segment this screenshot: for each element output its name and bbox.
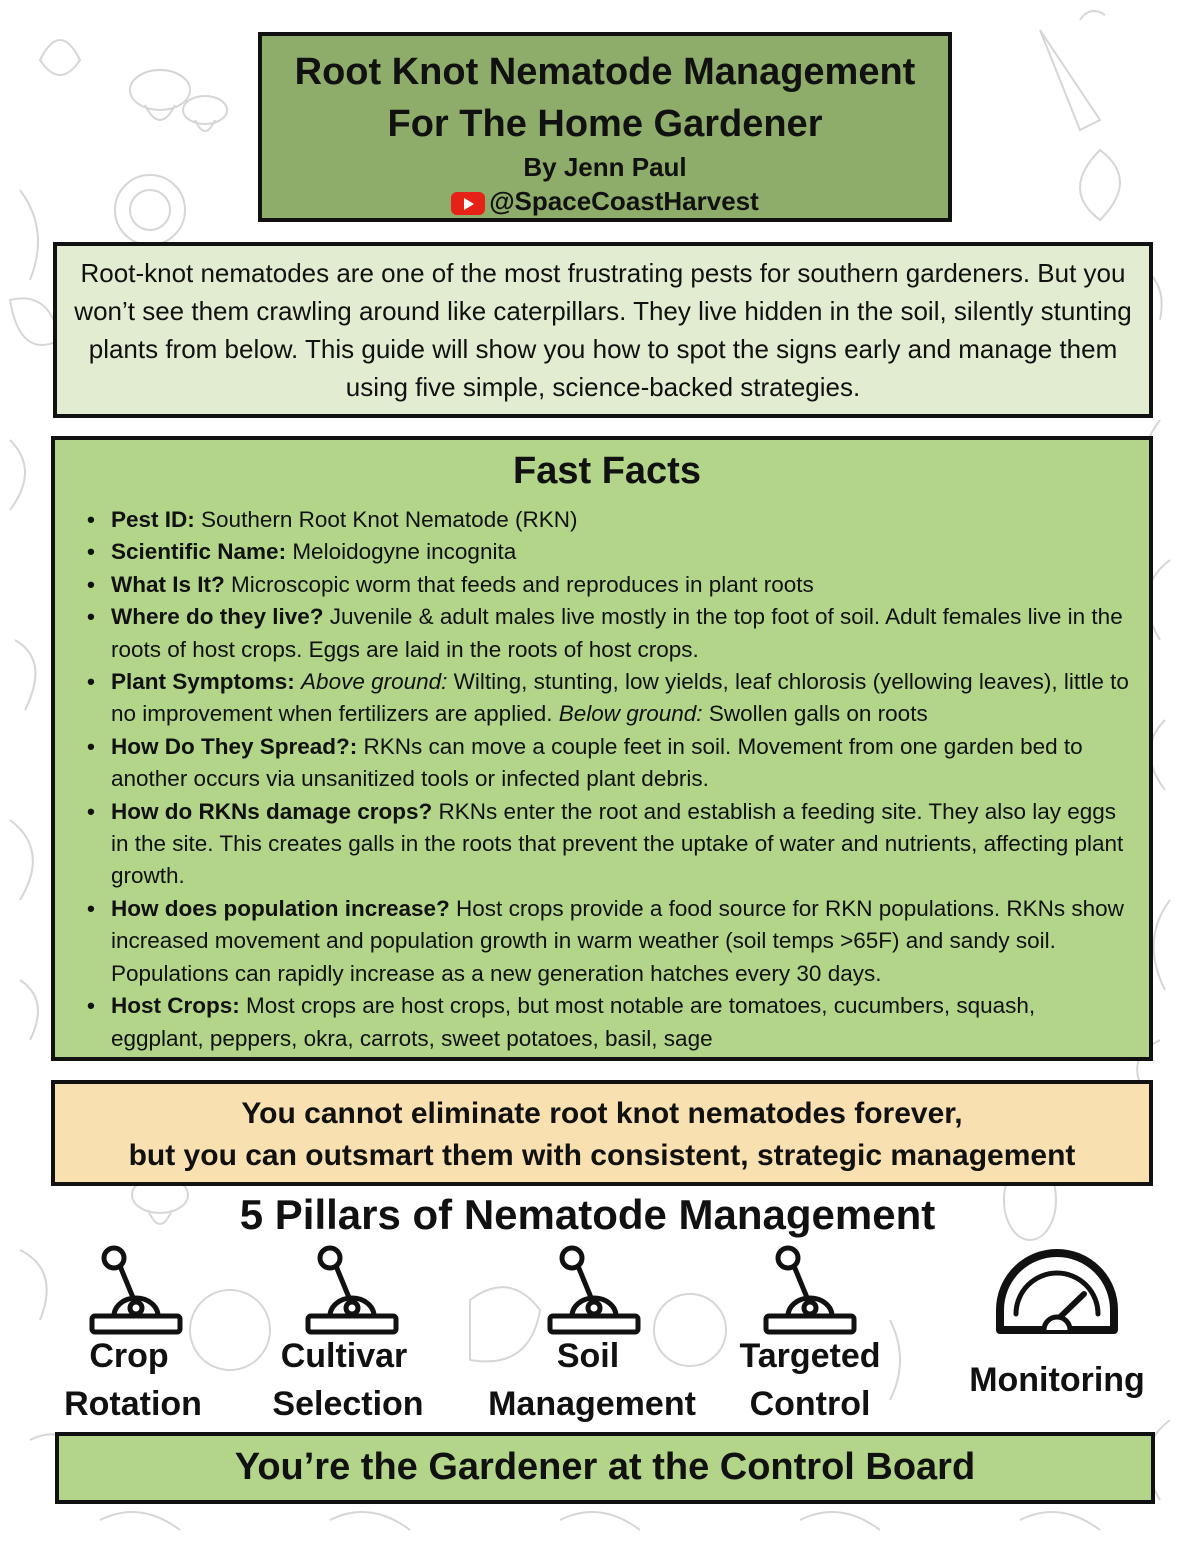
quote-box: [51, 1080, 1153, 1186]
pillar-label-cultivar: Cultivar: [280, 1337, 408, 1375]
fact-label: What Is It?: [111, 571, 225, 597]
footer-banner: [55, 1432, 1155, 1504]
title-line-2: For The Home Gardener: [387, 103, 823, 145]
fact-item: [111, 893, 1129, 990]
quote-line-2: but you can outsmart them with consistent, strategic management: [128, 1139, 1076, 1172]
fact-label: How does population increase?: [111, 895, 450, 921]
quote-line-1: You cannot eliminate root knot nematodes forever,: [241, 1097, 963, 1130]
pillar-label-soil: Soil: [556, 1337, 620, 1375]
fact-item: [111, 796, 1129, 893]
fact-sublabel: Below ground:: [558, 701, 703, 727]
fact-label: How Do They Spread?:: [111, 733, 358, 759]
fact-text: Microscopic worm that feeds and reproduces in plant roots: [224, 571, 814, 597]
fact-sublabel: Above ground:: [301, 669, 448, 695]
control-lever-icon: [88, 1244, 184, 1336]
fast-facts-heading: Fast Facts: [513, 450, 701, 492]
fact-item: [111, 731, 1129, 796]
control-lever-icon: [546, 1244, 642, 1336]
fact-label: Scientific Name:: [111, 539, 287, 565]
fast-facts-list: [85, 504, 1129, 1055]
pillar-label-selection: Selection: [272, 1385, 424, 1423]
fact-text: Wilting, stunting, low yields, leaf chlorosis (yellowing leaves), little to no improvement when fertilizers are applied.: [111, 669, 1129, 727]
title-line-1: Root Knot Nematode Management: [294, 51, 916, 93]
pillar-label-rotation: Rotation: [64, 1385, 202, 1423]
fast-facts-box: [51, 436, 1153, 1061]
intro-box: [53, 242, 1153, 418]
fact-text: RKNs enter the root and establish a feeding site. They also lay eggs in the site. This creates galls in the roots that prevent the uptake of water and nutrients, affecting plant growth.: [111, 798, 1124, 889]
fact-text: Host crops provide a food source for RKN populations. RKNs show increased movement and population growth in warm weather (soil temps >65F) and sandy soil. Populations can rapidly increase as a new generation hatches every 30 days.: [111, 895, 1124, 986]
fact-item: [111, 536, 1129, 568]
fact-item: [111, 601, 1129, 666]
pillar-label-management: Management: [488, 1385, 696, 1423]
footer-text: You’re the Gardener at the Control Board: [234, 1446, 976, 1488]
pillar-label-targeted: Targeted: [739, 1337, 881, 1375]
fact-text: Swollen galls on roots: [702, 701, 928, 727]
control-lever-icon: [762, 1244, 858, 1336]
fact-item: [111, 569, 1129, 601]
fact-label: How do RKNs damage crops?: [111, 798, 433, 824]
intro-text: Root-knot nematodes are one of the most frustrating pests for southern gardeners. But you won’t see them crawling around like caterpillars. They live hidden in the soil, silently stunting plants from below. This guide will show you how to spot the signs early and manage them using five simple, science-backed strategies.: [74, 258, 1132, 402]
gauge-icon: [990, 1244, 1124, 1336]
social-handle[interactable]: [262, 184, 948, 218]
pillar-label-crop: Crop: [89, 1337, 169, 1375]
fact-text: Juvenile & adult males live mostly in the top foot of soil. Adult females live in the roots of host crops. Eggs are laid in the roots of host crops.: [111, 604, 1123, 662]
control-lever-icon: [304, 1244, 400, 1336]
fact-text: Meloidogyne incognita: [286, 539, 517, 565]
fact-item: [111, 666, 1129, 731]
pillars-heading: 5 Pillars of Nematode Management: [239, 1191, 936, 1238]
fact-item: [111, 990, 1129, 1055]
title-banner: [258, 32, 952, 222]
fact-text: Southern Root Knot Nematode (RKN): [194, 507, 578, 532]
byline: By Jenn Paul: [523, 152, 687, 182]
handle-text: @SpaceCoastHarvest: [489, 186, 759, 216]
fact-item: [111, 504, 1129, 536]
pillar-label-monitoring: Monitoring: [969, 1361, 1145, 1399]
fact-text: RKNs can move a couple feet in soil. Movement from one garden bed to another occurs via unsanitized tools or infected plant debris.: [111, 733, 1083, 792]
fact-label: Host Crops:: [111, 993, 240, 1019]
fact-label: Where do they live?: [111, 604, 324, 630]
fact-label: Pest ID:: [111, 507, 195, 532]
pillar-label-control: Control: [749, 1385, 871, 1423]
fact-label: Plant Symptoms:: [111, 669, 295, 695]
fact-text: Most crops are host crops, but most notable are tomatoes, cucumbers, squash, eggplant, peppers, okra, carrots, sweet potatoes, basil, sage: [111, 993, 1036, 1051]
youtube-icon: [451, 192, 485, 215]
